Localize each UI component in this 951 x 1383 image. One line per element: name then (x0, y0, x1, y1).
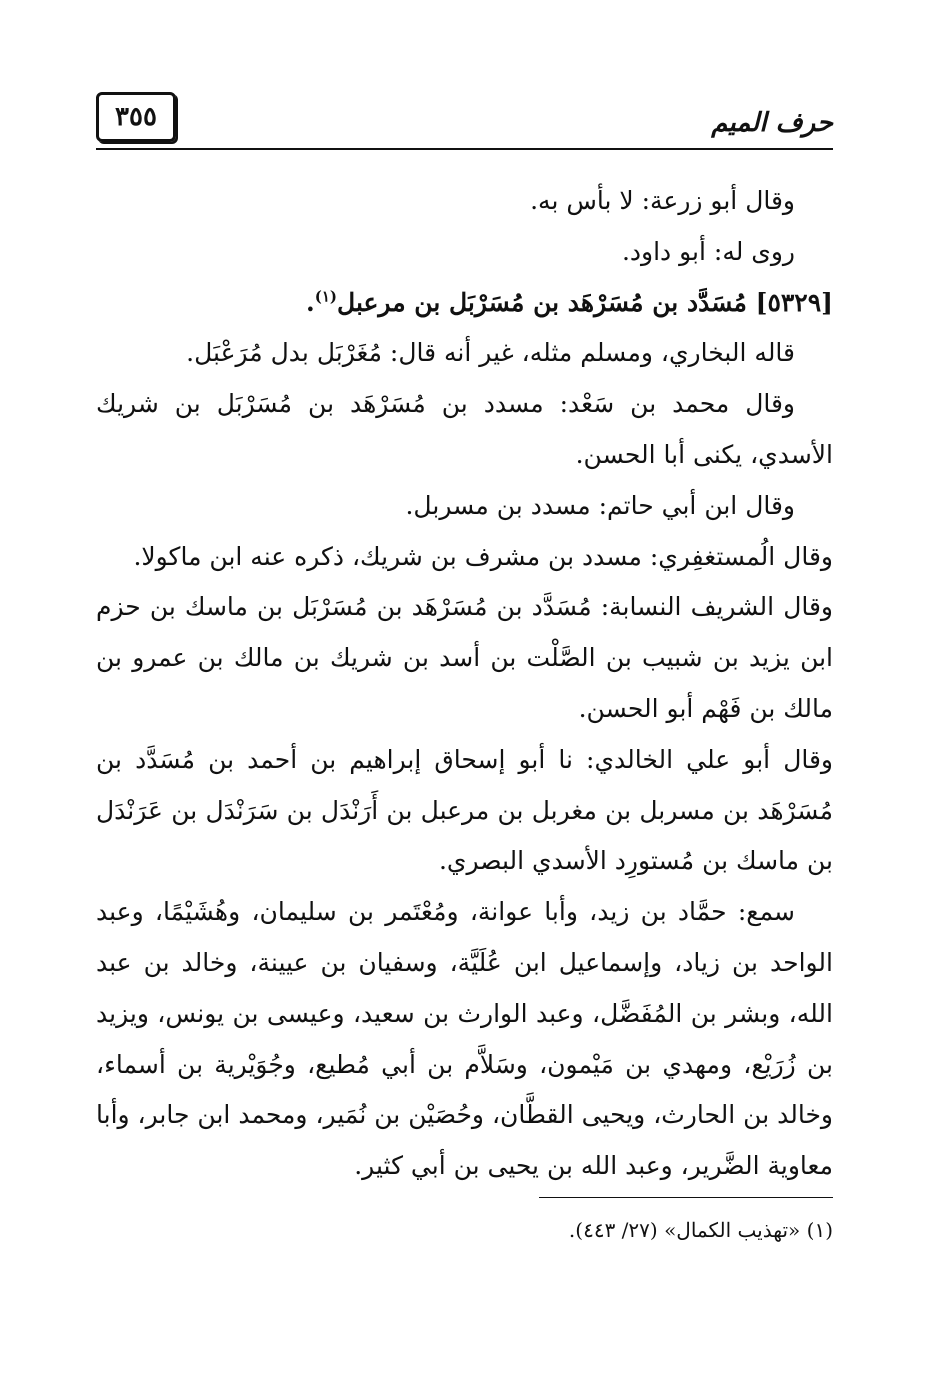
paragraph: وقال الشريف النسابة: مُسَدَّد بن مُسَرْهَد بن مُسَرْبَل بن ماسك بن حزم ابن يزيد بن شبيب بن الصَّلْت بن أسد بن شريك بن مالك بن عمرو بن مالك بن فَهْم أبو الحسن. (96, 592, 833, 723)
running-head: حرف الميم (711, 108, 833, 138)
page-number: ٣٥٥ (96, 92, 176, 142)
paragraph: قاله البخاري، ومسلم مثله، غير أنه قال: مُغَرْبَل بدل مُرَعْبَل. (186, 338, 795, 368)
paragraph: وقال ابن أبي حاتم: مسدد بن مسربل. (405, 490, 795, 520)
entry-heading-punctuation: . (306, 287, 315, 317)
paragraph: سمع: حمَّاد بن زيد، وأبا عوانة، ومُعْتَمر بن سليمان، وهُشَيْمًا، وعبد الواحد بن زياد، وإسماعيل ابن عُلَيَّة، وسفيان بن عيينة، وخالد بن عبد الله، وبشر بن المُفَضَّل، وعبد الوارث بن سعيد، وعيسى بن يونس، ويزيد بن زُرَيْع، ومهدي بن مَيْمون، وسَلاَّم بن أبي مُطيع، وجُوَيْرية بن أسماء، وخالد بن الحارث، ويحيى القطَّان، وحُصَيْن بن نُمَير، ومحمد ابن جابر، وأبا معاوية الضَّرير، وعبد الله بن يحيى بن أبي كثير. (96, 897, 833, 1181)
footnote-separator (539, 1197, 833, 1198)
footnotes (96, 1214, 833, 1246)
paragraph: وقال الُمستغفِري: مسدد بن مشرف بن شريك، ذكره عنه ابن ماكولا. (133, 541, 833, 571)
paragraph: وقال أبو زرعة: لا بأس به. (530, 186, 795, 215)
entry-heading (96, 278, 833, 329)
main-text (96, 176, 833, 1192)
paragraph: وقال أبو علي الخالدي: نا أبو إسحاق إبراهيم بن أحمد بن مُسَدَّد بن مُسَرْهَد بن مسربل بن مغربل بن مرعبل بن أَرَنْدَل بن سَرَنْدَل بن عَرَنْدَل بن ماسك بن مُستورِد الأسدي البصري. (96, 744, 833, 876)
entry-heading-text: [٥٣٢٩] مُسَدَّد بن مُسَرْهَد بن مُسَرْبَل بن مرعبل (337, 287, 833, 317)
footnote-reference: (١) (314, 287, 338, 306)
paragraph: وقال محمد بن سَعْد: مسدد بن مُسَرْهَد بن مُسَرْبَل بن شريك الأسدي، يكنى أبا الحسن. (96, 389, 833, 469)
footnote: (١) «تهذيب الكمال» (٢٧/ ٤٤٣). (568, 1218, 833, 1242)
header-rule (96, 148, 833, 150)
paragraph: روى له: أبو داود. (621, 236, 795, 266)
page-header (96, 92, 833, 152)
